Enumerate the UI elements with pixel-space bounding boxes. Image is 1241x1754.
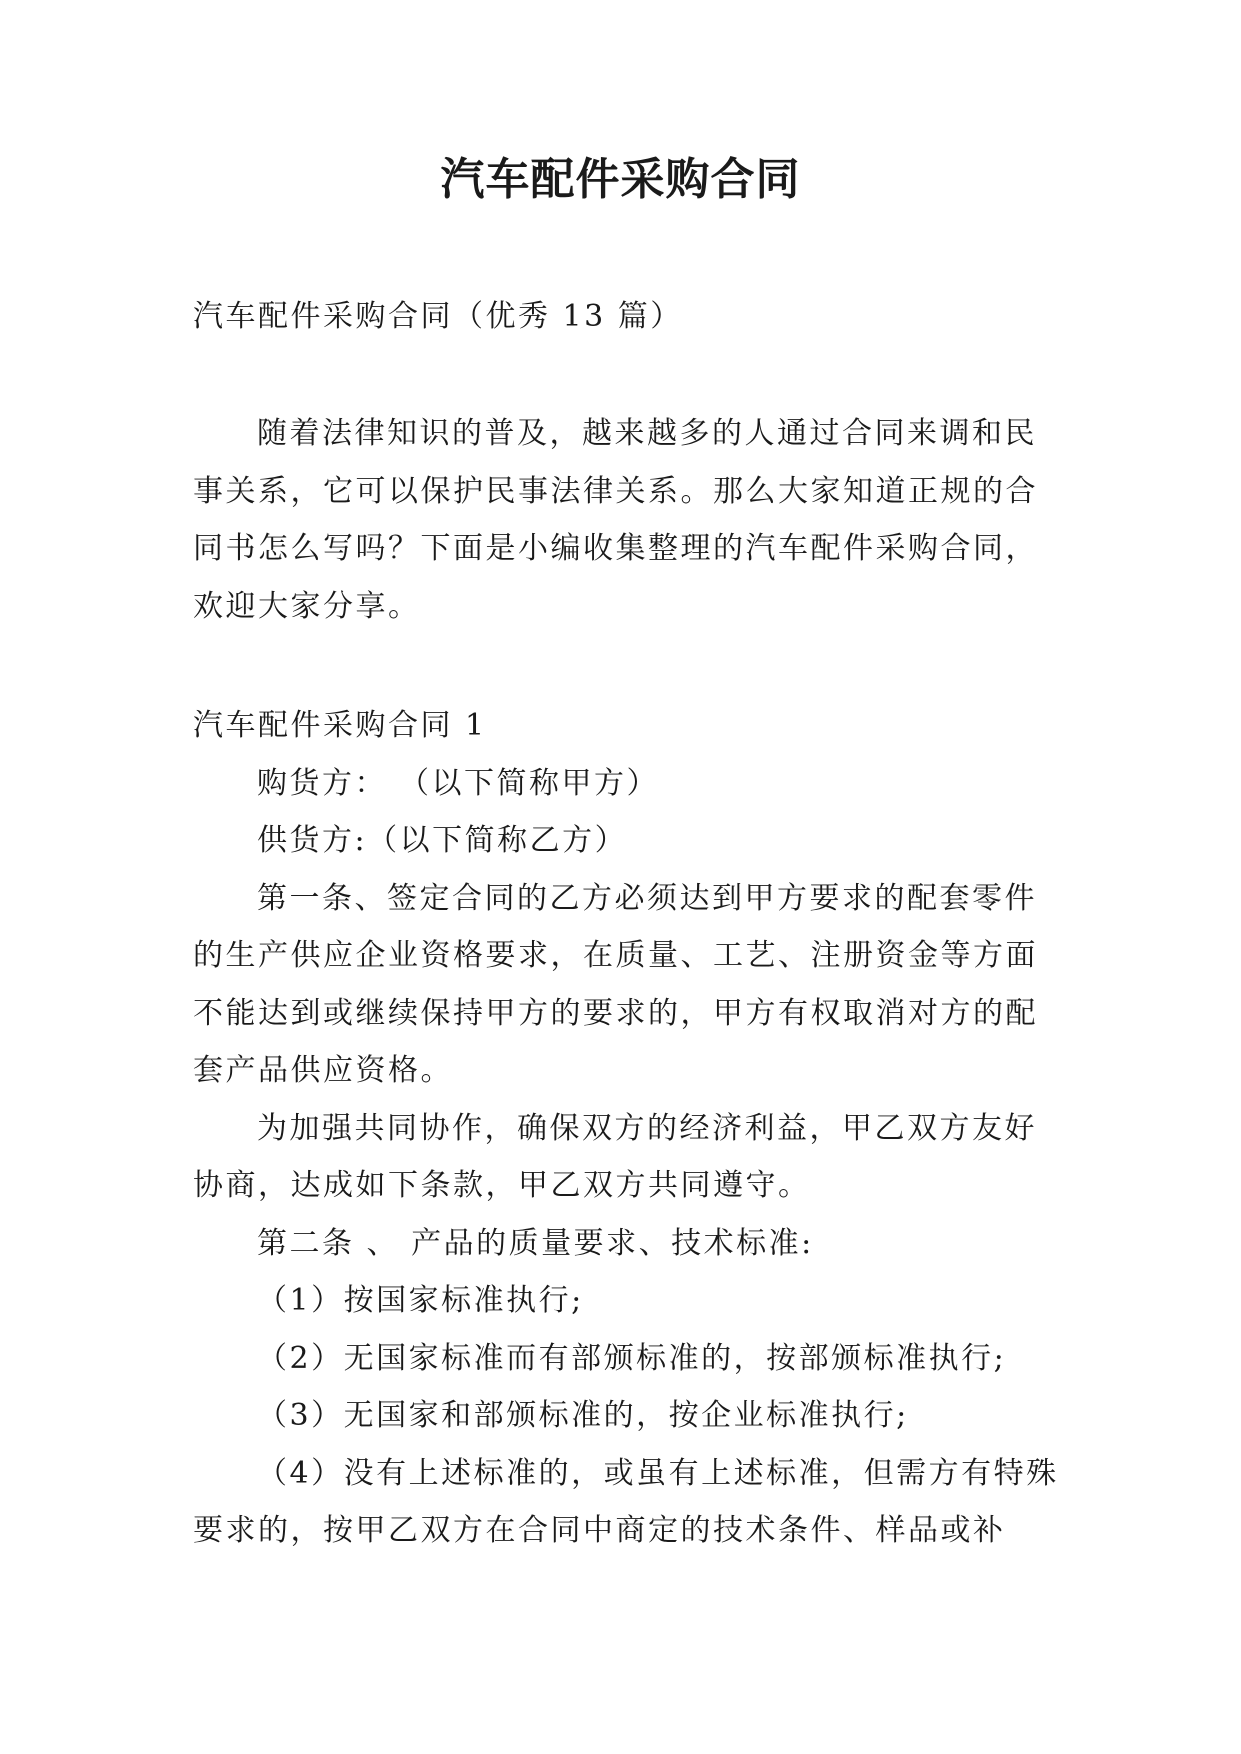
standard-item-3: （3）无国家和部颁标准的，按企业标准执行; (257, 1398, 909, 1433)
standard-item-4: （4）没有上述标准的，或虽有上述标准，但需方有特殊要求的，按甲乙双方在合同中商定的技术条件、样品或补 (193, 1455, 1059, 1548)
cooperation-paragraph: 为加强共同协作，确保双方的经济利益，甲乙双方友好协商，达成如下条款，甲乙双方共同遵守。 (193, 1110, 1037, 1203)
standard-item-1: （1）按国家标准执行; (257, 1283, 584, 1318)
article-1-paragraph: 第一条、签定合同的乙方必须达到甲方要求的配套零件的生产供应企业资格要求，在质量、工艺、注册资金等方面不能达到或继续保持甲方的要求的，甲方有权取消对方的配套产品供应资格。 (193, 880, 1038, 1088)
document-title: 汽车配件采购合同 (440, 154, 801, 205)
buyer-line: 购货方： （以下简称甲方） (257, 765, 660, 801)
article-2-heading: 第二条 、 产品的质量要求、技术标准: (257, 1225, 814, 1261)
contract-section-1 (193, 697, 1059, 1560)
document-subtitle: 汽车配件采购合同（优秀 13 篇） (193, 299, 683, 334)
intro-paragraph: 随着法律知识的普及，越来越多的人通过合同来调和民事关系，它可以保护民事法律关系。那么大家知道正规的合同书怎么写吗？下面是小编收集整理的汽车配件采购合同，欢迎大家分享。 (193, 416, 1038, 624)
section-heading: 汽车配件采购合同 1 (193, 708, 487, 743)
standard-item-2: （2）无国家标准而有部颁标准的，按部颁标准执行; (257, 1340, 1007, 1376)
supplier-line: 供货方:（以下简称乙方） (257, 823, 628, 858)
